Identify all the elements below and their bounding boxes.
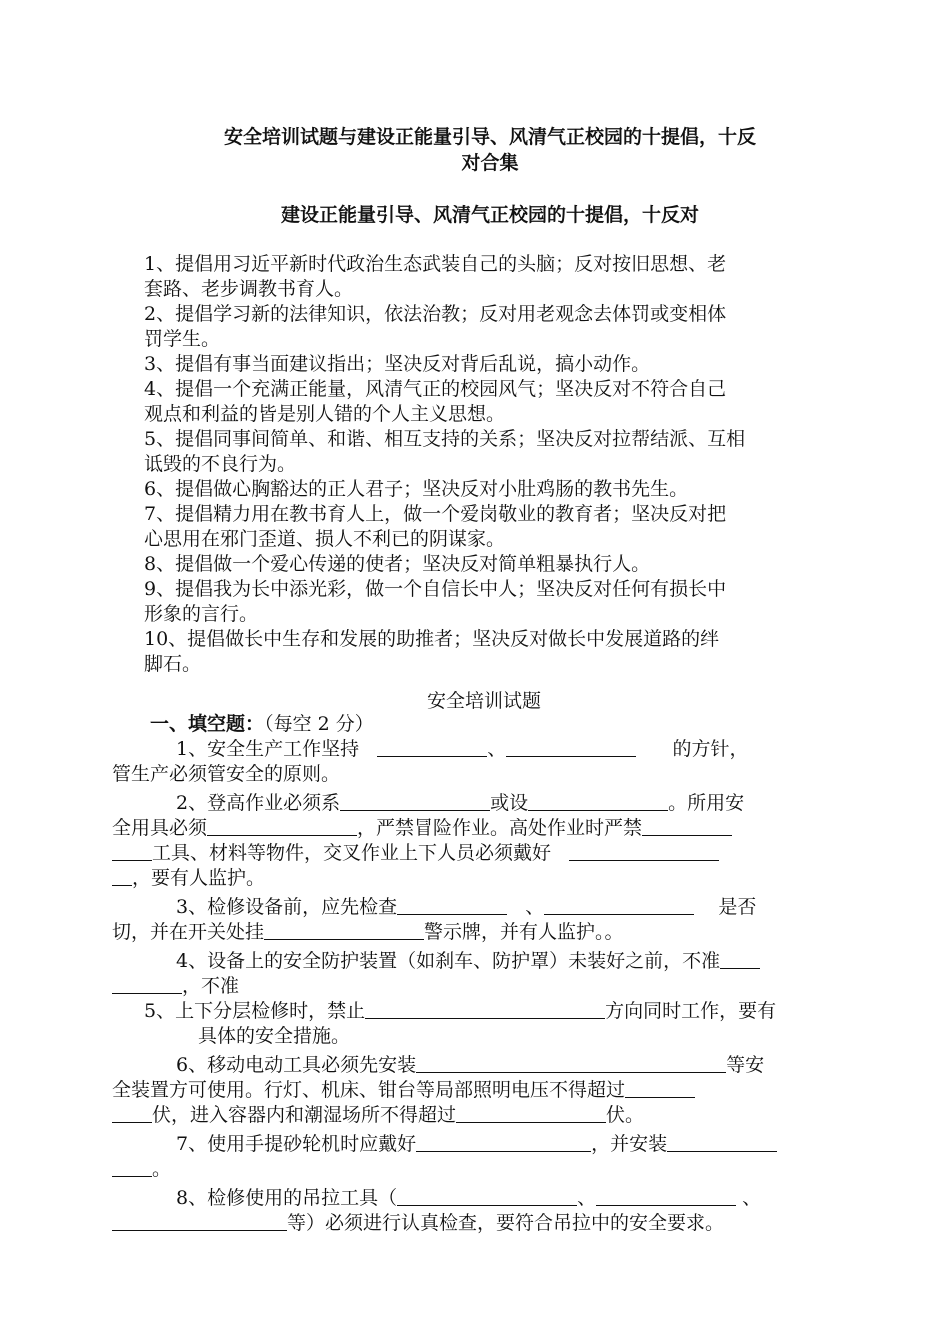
main-title-line1: 安全培训试题与建设正能量引导、风清气正校园的十提倡，十反 xyxy=(223,126,756,148)
question-5: 5、上下分层检修时，禁止 方向同时工作，要有 具体的安全措施。 xyxy=(144,1000,777,1047)
question-2: 2、登高作业必须系 或设 。所用安 全用具必须 ，严禁冒险作业。高处作业时严禁 工具、材料等物件，交叉作业上下人员必须戴好 ，要有人监护。 xyxy=(112,792,745,889)
answer-blank[interactable] xyxy=(667,1133,777,1152)
answer-blank[interactable] xyxy=(264,921,424,940)
section-note: （每空 2 分） xyxy=(264,713,374,735)
list-item: 4、提倡一个充满正能量，风清气正的校园风气；坚决反对不符合自己 观点和利益的皆是别人错的个人主义思想。 xyxy=(144,378,727,425)
exam-section xyxy=(112,712,824,1236)
list-item: 7、提倡精力用在教书育人上，做一个爱岗敬业的教育者；坚决反对把 心思用在邪门歪道、损人不利已的阴谋家。 xyxy=(144,503,727,550)
answer-blank[interactable] xyxy=(340,792,490,811)
question-3: 3、检修设备前，应先检查 、 是否 切，并在开关处挂 警示牌，并有人监护。。 xyxy=(112,896,757,943)
sub-title: 建设正能量引导、风清气正校园的十提倡，十反对 xyxy=(280,204,699,226)
answer-blank[interactable] xyxy=(642,817,732,836)
answer-blank[interactable] xyxy=(377,738,487,757)
main-title-line2: 对合集 xyxy=(461,152,519,174)
answer-blank[interactable] xyxy=(596,1187,736,1206)
answer-blank[interactable] xyxy=(112,867,132,886)
answer-blank[interactable] xyxy=(456,1104,606,1123)
list-item: 2、提倡学习新的法律知识，依法治教；反对用老观念去体罚或变相体 罚学生。 xyxy=(144,303,727,350)
list-item: 8、提倡做一个爱心传递的使者；坚决反对简单粗暴执行人。 xyxy=(144,553,651,575)
answer-blank[interactable] xyxy=(397,896,507,915)
answer-blank[interactable] xyxy=(569,842,719,861)
answer-blank[interactable] xyxy=(112,842,152,861)
question-6: 6、移动电动工具必须先安装 等安 全装置方可使用。行灯、机床、钳台等局部照明电压不得超过 伏，进入容器内和潮湿场所不得超过 伏。 xyxy=(112,1054,765,1126)
section-heading: 一、填空题： xyxy=(150,713,265,735)
exam-title: 安全培训试题 xyxy=(426,690,541,712)
answer-blank[interactable] xyxy=(112,1212,287,1231)
list-item: 6、提倡做心胸豁达的正人君子；坚决反对小肚鸡肠的教书先生。 xyxy=(144,478,689,500)
answer-blank[interactable] xyxy=(416,1054,726,1073)
answer-blank[interactable] xyxy=(112,1158,152,1177)
question-1: 1、安全生产工作坚持 、 的方针， 管生产必须管安全的原则。 xyxy=(112,738,749,785)
list-item: 1、提倡用习近平新时代政治生态武装自己的头脑；反对按旧思想、老 套路、老步调教书育人。 xyxy=(144,253,727,300)
question-7: 7、使用手提砂轮机时应戴好 ，并安装 。 xyxy=(144,1132,824,1182)
proposal-list xyxy=(144,252,824,677)
answer-blank[interactable] xyxy=(544,896,694,915)
section-heading-line xyxy=(144,712,824,737)
answer-blank[interactable] xyxy=(506,738,636,757)
answer-blank[interactable] xyxy=(416,1133,591,1152)
answer-blank[interactable] xyxy=(112,1104,152,1123)
list-item: 3、提倡有事当面建议指出；坚决反对背后乱说，搞小动作。 xyxy=(144,353,651,375)
answer-blank[interactable] xyxy=(528,792,668,811)
answer-blank[interactable] xyxy=(112,975,182,994)
list-item: 5、提倡同事间简单、和谐、相互支持的关系；坚决反对拉帮结派、互相 诋毁的不良行为。 xyxy=(144,428,746,475)
answer-blank[interactable] xyxy=(625,1079,695,1098)
main-title xyxy=(160,124,820,176)
answer-blank[interactable] xyxy=(365,1000,605,1019)
question-8: 8、检修使用的吊拉工具（ 、 、 等）必须进行认真检查，要符合吊拉中的安全要求。 xyxy=(144,1186,824,1236)
list-item: 9、提倡我为长中添光彩，做一个自信长中人；坚决反对任何有损长中 形象的言行。 xyxy=(144,578,727,625)
list-item: 10、提倡做长中生存和发展的助推者；坚决反对做长中发展道路的绊 脚石。 xyxy=(144,628,720,675)
answer-blank[interactable] xyxy=(207,817,357,836)
answer-blank[interactable] xyxy=(720,950,760,969)
question-4: 4、设备上的安全防护装置（如刹车、防护罩）未装好之前，不准 ，不准 xyxy=(144,949,824,999)
answer-blank[interactable] xyxy=(397,1187,577,1206)
